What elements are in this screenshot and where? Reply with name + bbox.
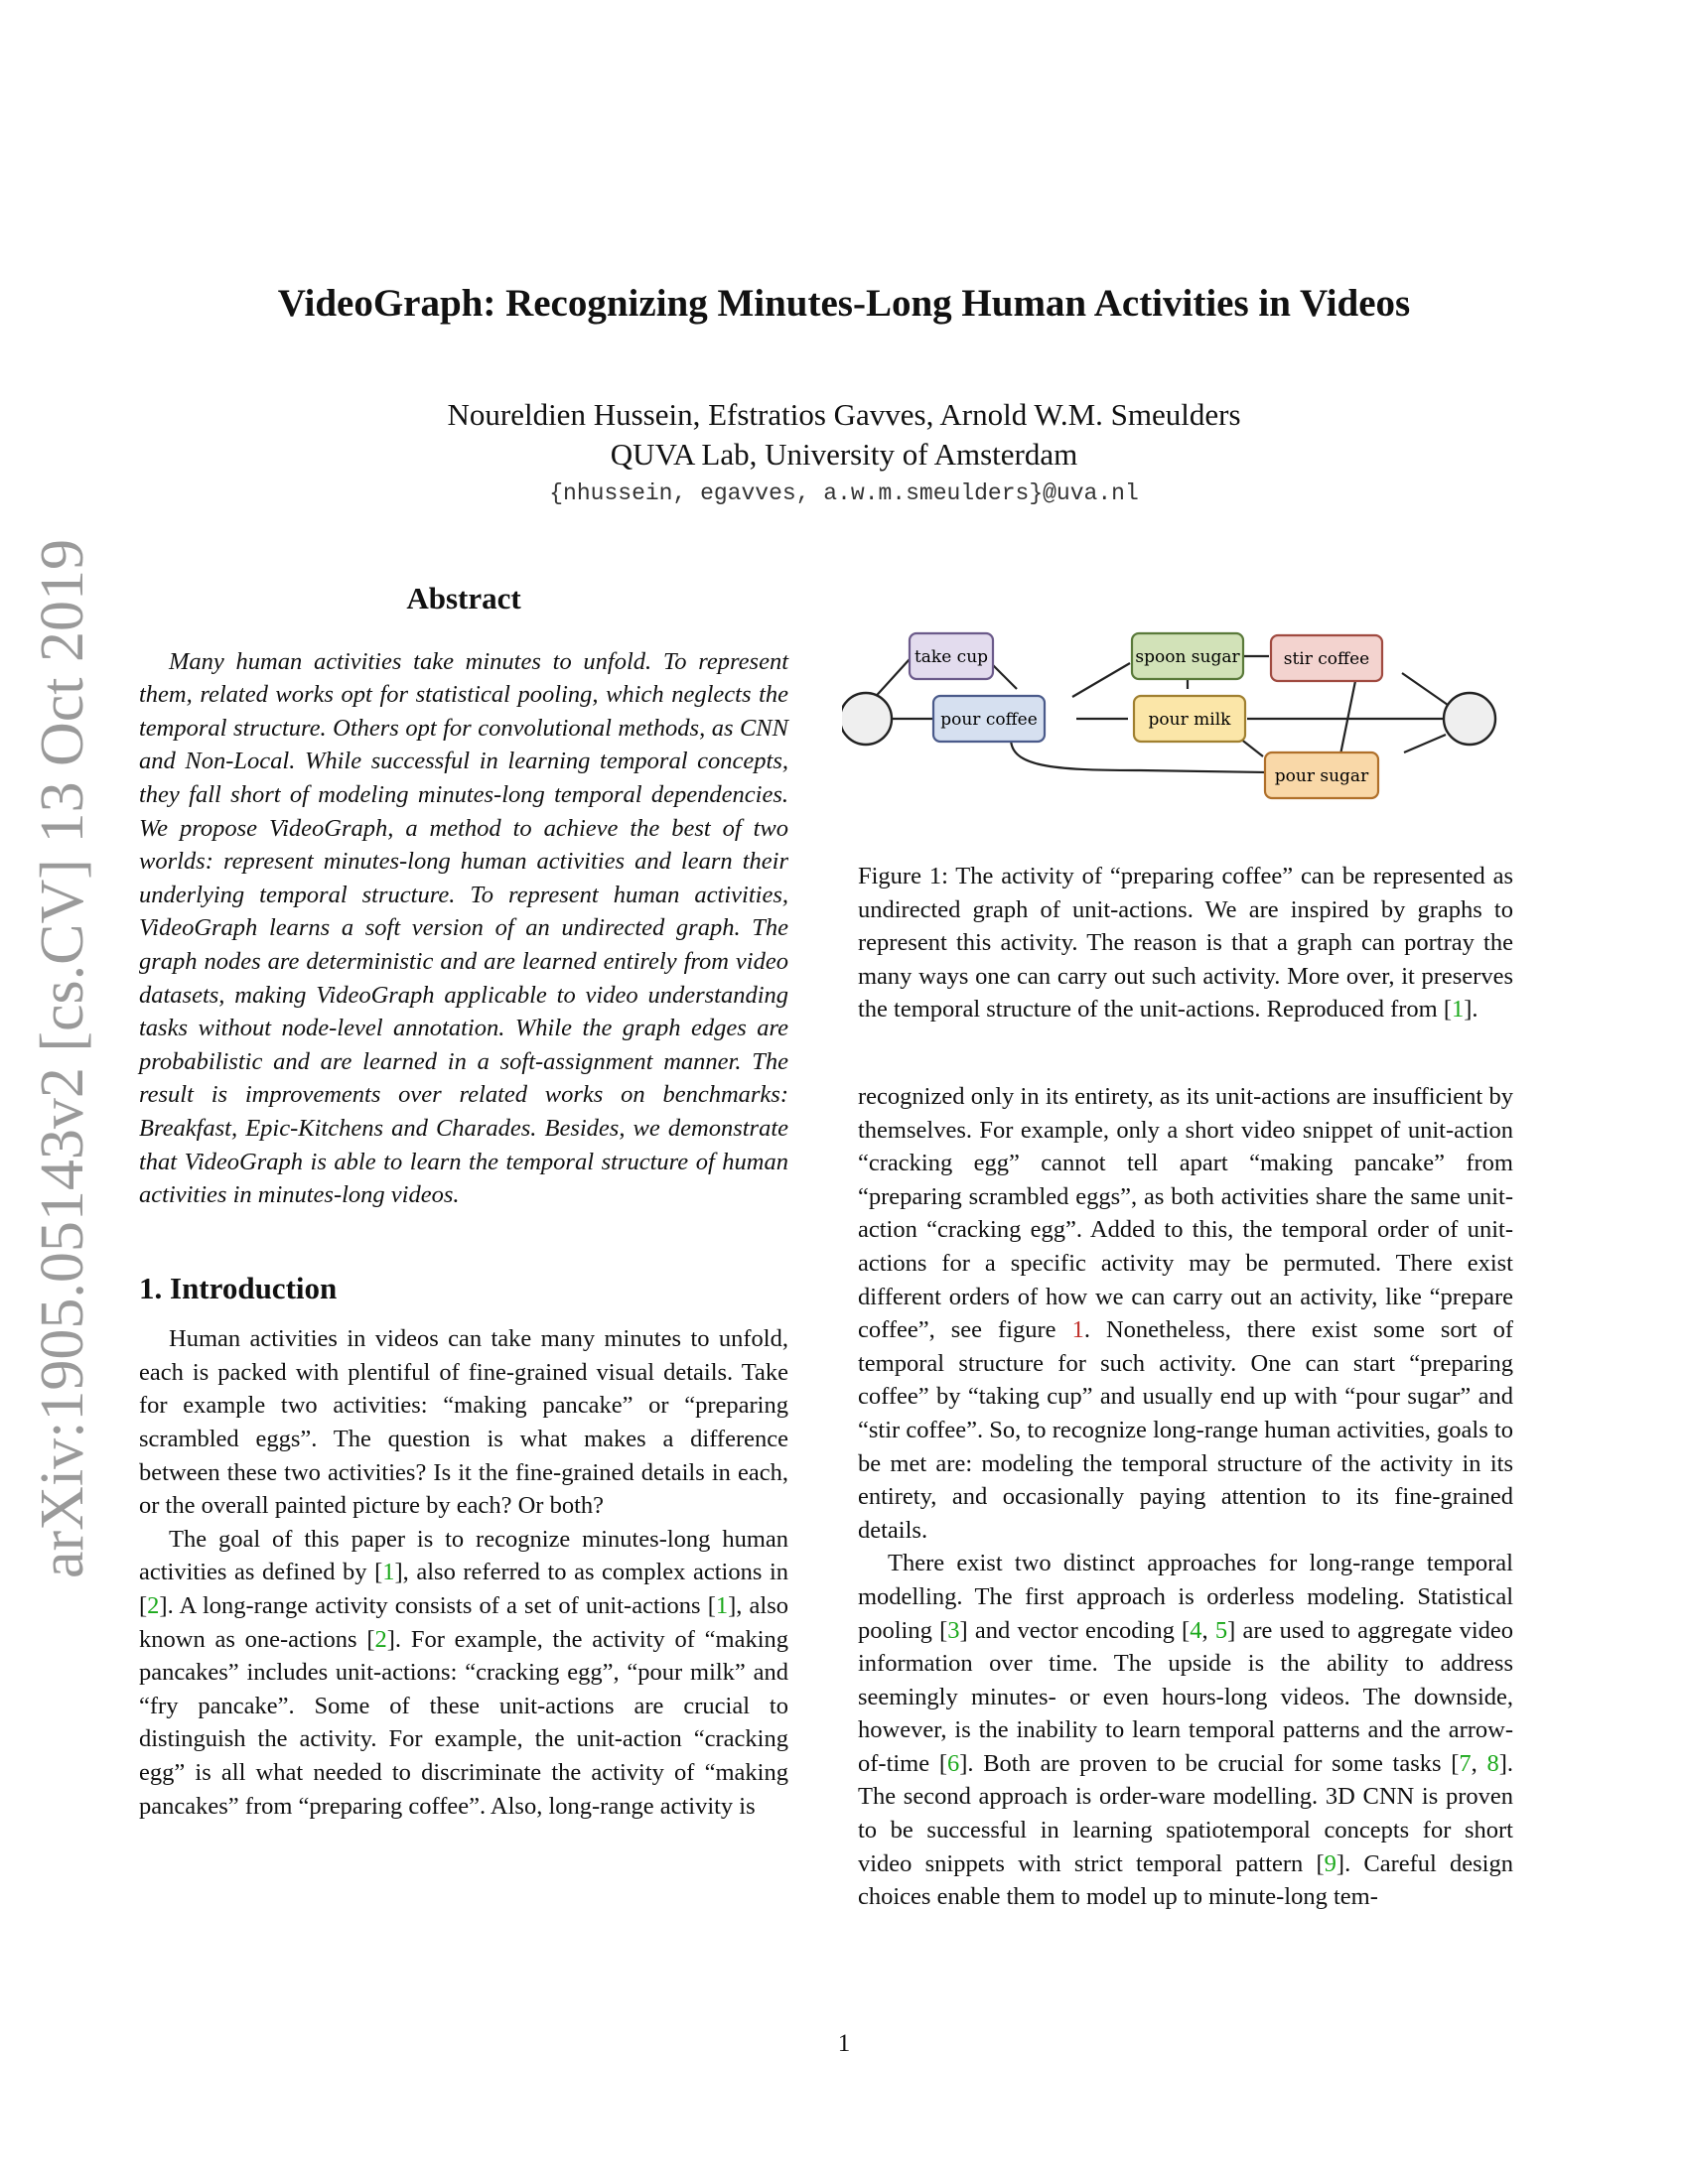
- citation-link[interactable]: 4: [1190, 1616, 1202, 1644]
- affiliation: QUVA Lab, University of Amsterdam: [610, 437, 1078, 472]
- left-column: [139, 582, 788, 1823]
- text-span: ] and vector encoding [: [959, 1616, 1191, 1644]
- abstract-heading: Abstract: [406, 581, 521, 615]
- text-span: ]. A long-range activity consists of a set of unit-actions [: [159, 1592, 716, 1620]
- citation-link[interactable]: 1: [382, 1559, 395, 1586]
- author-email: {nhussein, egavves, a.w.m.smeulders}@uva.nl: [549, 480, 1139, 506]
- node-pour-sugar: [1265, 752, 1378, 798]
- author-block: [0, 395, 1688, 475]
- node-pour-coffee: [933, 696, 1045, 742]
- text-span: ] are used to aggregate video information over time. The upside is the ability to address seemingly minutes- or even hours-long videos. The downside, however, is the inability to learn temporal patterns and the arrow-of-time [: [858, 1616, 1514, 1777]
- edge-pourcoffee-poursugar: [1011, 739, 1265, 772]
- node-spoon-sugar: [1132, 633, 1243, 679]
- node-label: take cup: [914, 647, 989, 667]
- introduction-heading: 1. Introduction: [139, 1270, 338, 1305]
- text-span: recognized only in its entirety, as its unit-actions are insufficient by themselves. For example, only a short video snippet of unit-action “cracking egg” cannot tell apart “making pancake” from “preparing scrambled eggs”, as both activities share the same unit-action “cracking egg”. Added to this, the temporal order of unit-actions for a specific activity may be permuted. There exist different orders of how we can carry out an activity, like “prepare coffee”, see figure: [858, 1083, 1513, 1344]
- citation-link[interactable]: 1: [715, 1592, 729, 1620]
- text-span: ].: [1464, 996, 1478, 1024]
- text-span: ]. The second approach is order-ware modelling. 3D CNN is proven to be successful in learning spatiotemporal concepts for short video snippets with strict temporal pattern [: [858, 1749, 1514, 1877]
- node-pour-milk: [1134, 696, 1245, 742]
- intro-paragraph-2: [139, 1523, 788, 1823]
- text-span: ], also referred to as complex actions in [: [139, 1559, 788, 1620]
- edge-takecup-pourcoffee: [993, 665, 1017, 689]
- citation-link[interactable]: 8: [1486, 1749, 1499, 1777]
- edge-stircoffee-poursugar: [1340, 676, 1356, 754]
- text-span: Figure 1: The activity of “preparing coffee” can be represented as undirected graph of unit-actions. We are inspired by graphs to represent this activity. The reason is that a graph can portray the many ways one can carry out such activity. More over, it preserves the temporal structure of the unit-actions. Reproduced from [: [858, 863, 1513, 1024]
- abstract-text: Many human activities take minutes to unfold. To represent them, related works opt for statistical pooling, which neglects the temporal structure. Others opt for convolutional methods, as CNN and Non-Local. While successful in learning temporal concepts, they fall short of modeling minutes-long temporal dependencies. We propose VideoGraph, a method to achieve the best of two worlds: represent minutes-long human activities and learn their underlying temporal structure. To represent human activities, VideoGraph learns a soft version of an undirected graph. The graph nodes are deterministic and are learned entirely from video datasets, making VideoGraph applicable to video understanding tasks without node-level annotation. While the graph edges are probabilistic and are learned in a soft-assignment manner. The result is improvements over related works on benchmarks: Breakfast, Epic-Kitchens and Charades. Besides, we demonstrate that VideoGraph is able to learn the temporal structure of human activities in minutes-long videos.: [139, 647, 788, 1209]
- figure-1-graph: [842, 602, 1517, 840]
- start-node: [842, 693, 892, 745]
- text-span: ]. Both are proven to be crucial for some tasks [: [959, 1749, 1460, 1777]
- intro-paragraph-3: [858, 1080, 1513, 1547]
- edge-poursugar-end: [1404, 735, 1446, 752]
- citation-link[interactable]: 3: [947, 1616, 960, 1644]
- citation-link[interactable]: 7: [1459, 1749, 1472, 1777]
- text-span: There exist two distinct approaches for long-range temporal modelling. The first approach is orderless modeling. Statistical pooling [: [858, 1550, 1513, 1644]
- intro-paragraph-1: Human activities in videos can take many minutes to unfold, each is packed with plentiful of fine-grained visual details. Take for example two activities: “making pancake” or “preparing scrambled eggs”. The question is what makes a difference between these two activities? Is it the fine-grained details in each, or the overall painted picture by each? Or both?: [139, 1325, 788, 1520]
- citation-link[interactable]: 5: [1214, 1616, 1228, 1644]
- page-number: 1: [837, 2030, 851, 2057]
- node-take-cup: [910, 633, 993, 679]
- arxiv-sidebar-stamp: arXiv:1905.05143v2 [cs.CV] 13 Oct 2019: [29, 539, 96, 1578]
- paper-title: VideoGraph: Recognizing Minutes-Long Human Activities in Videos: [277, 282, 1411, 325]
- edge-pourcoffee-spoonsugar: [1072, 663, 1130, 697]
- figure-1-caption: [858, 860, 1513, 1026]
- citation-link[interactable]: 2: [147, 1592, 160, 1620]
- author-names: Noureldien Hussein, Efstratios Gavves, Arnold W.M. Smeulders: [447, 397, 1241, 432]
- end-node: [1444, 693, 1495, 745]
- node-stir-coffee: [1271, 635, 1382, 681]
- citation-link[interactable]: 1: [1452, 996, 1465, 1024]
- text-span: . Nonetheless, there exist some sort of temporal structure for such activity. One can start “preparing coffee” by “taking cup” and usually end up with “pour sugar” and “stir coffee”. So, to recognize long-range human activities, goals to be met are: modeling the temporal structure of the activity in its entirety, and occasionally paying attention to its fine-grained details.: [858, 1316, 1514, 1544]
- text-span: ], also known as one-actions [: [139, 1592, 788, 1653]
- node-label: pour milk: [1148, 710, 1231, 730]
- text-span: ,: [1471, 1749, 1487, 1777]
- citation-link[interactable]: 2: [374, 1625, 387, 1653]
- intro-paragraph-4: [858, 1547, 1513, 1914]
- figure-1-caption-block: [858, 860, 1513, 1050]
- text-span: ]. For example, the activity of “making pancakes” includes unit-actions: “cracking egg”, “pour milk” and “fry pancake”. Some of these unit-actions are crucial to distinguish the activity. For example, the unit-action “cracking egg” is all what needed to discriminate the activity of “making pancakes” from “preparing coffee”. Also, long-range activity is: [139, 1625, 788, 1820]
- right-column: [858, 1080, 1513, 1914]
- node-label: pour sugar: [1274, 766, 1369, 786]
- node-label: stir coffee: [1283, 649, 1370, 669]
- activity-graph-diagram: [842, 602, 1517, 840]
- citation-link[interactable]: 9: [1324, 1849, 1336, 1877]
- figure-link[interactable]: 1: [1071, 1316, 1084, 1344]
- edge-stircoffee-end: [1402, 673, 1448, 705]
- node-label: pour coffee: [940, 710, 1038, 730]
- citation-link[interactable]: 6: [946, 1749, 960, 1777]
- text-span: ,: [1201, 1616, 1215, 1644]
- text-span: ]. Careful design choices enable them to model up to minute-long tem-: [858, 1849, 1513, 1911]
- node-label: spoon sugar: [1135, 647, 1240, 667]
- text-span: The goal of this paper is to recognize minutes-long human activities as defined by [: [139, 1525, 788, 1586]
